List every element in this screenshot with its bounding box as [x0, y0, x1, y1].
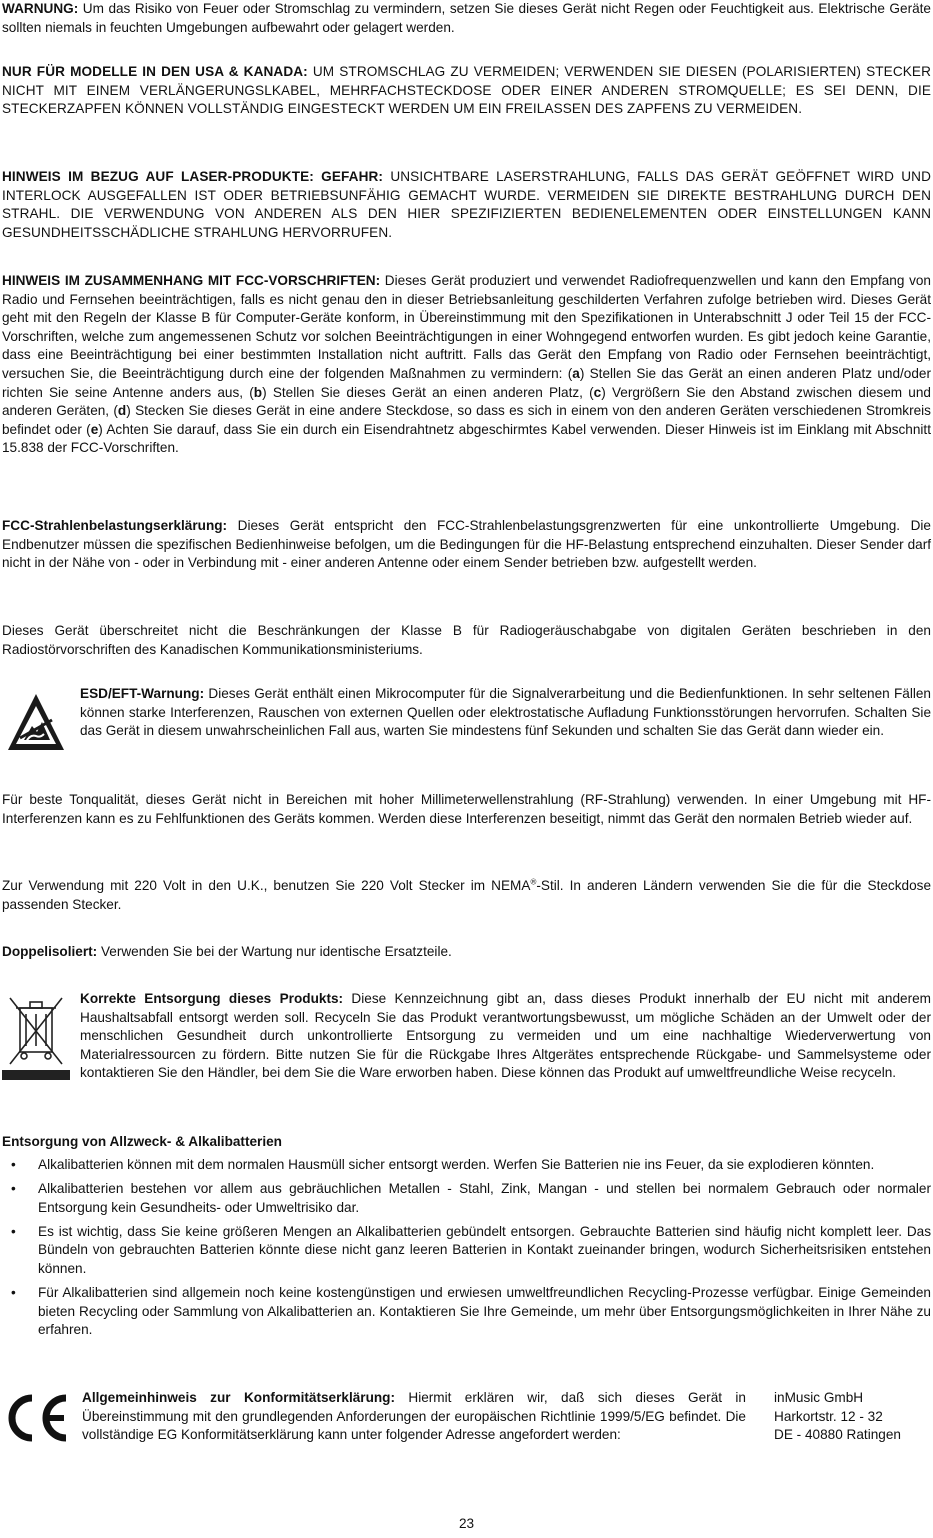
canada-section	[2, 622, 931, 659]
warning-section	[2, 0, 931, 37]
fcc-label: HINWEIS IM ZUSAMMENHANG MIT FCC-VORSCHRIFTEN:	[2, 273, 381, 288]
fcc-text-6: ) Achten Sie darauf, dass Sie ein durch ein Eisendrahtnetz abgeschirmtes Kabel verwenden. Dieser Hinweis ist im Einklang mit Abschnitt 15.838 der FCC-Vorschriften.	[2, 421, 931, 456]
list-item: • Alkalibatterien können mit dem normalen Hausmüll sicher entsorgt werden. Werfen Sie Batterien nie ins Feuer, da sie explodieren könnten.	[2, 1156, 931, 1175]
fcc-text-4: ) Vergrößern Sie den Abstand zwischen diesem und anderen Geräten, (	[2, 384, 931, 419]
batteries-list	[2, 1156, 931, 1345]
fcc-item-a: a	[572, 365, 580, 381]
bullet: •	[11, 1285, 16, 1301]
laser-label: HINWEIS IM BEZUG AUF LASER-PRODUKTE: GEFAHR:	[2, 169, 384, 184]
warning-label: WARNUNG:	[2, 1, 79, 16]
fcc-text-3: ) Stellen Sie dieses Gerät an einen anderen Platz, (	[262, 384, 594, 400]
page-number: 23	[458, 1516, 475, 1531]
uk-text-2: -Stil. In anderen Ländern verwenden Sie die für die Steckdose passenden Stecker.	[2, 878, 931, 912]
conformity-text: Hiermit erklären wir, daß sich dieses Gerät in Übereinstimmung mit den grundlegenden Anforderungen der europäischen Richtlinie 1999/5/EG befindet. Die vollständige EG Konformitätserklärung kann unter folgender Adresse angefordert werden:	[82, 1390, 746, 1443]
weee-bin-icon	[2, 990, 70, 1087]
double-insulated-section	[2, 943, 931, 962]
esd-section	[80, 685, 931, 741]
fcc-item-d: d	[117, 403, 127, 419]
double-insulated-text: Verwenden Sie bei der Wartung nur identische Ersatzteile.	[97, 944, 452, 959]
rf-section	[2, 791, 931, 828]
esd-warning-icon	[6, 692, 66, 759]
usa-canada-label: NUR FÜR MODELLE IN DEN USA & KANADA:	[2, 64, 308, 79]
fcc-item-e: e	[90, 421, 99, 437]
bullet: •	[11, 1181, 16, 1197]
list-item: • Für Alkalibatterien sind allgemein noch keine kostengünstigen und erwiesen umweltfreundlichen Recycling-Prozesse verfügbar. Einige Gemeinden bieten Recycling oder Sammlung von Alkalibatterien an. Kontaktieren Sie Ihre Gemeinde, um mehr über Entsorgungsmöglichkeiten in Ihrer Nähe zu erfahren.	[11, 1285, 931, 1338]
fcc-text-2: ) Stellen Sie das Gerät an einen anderen Platz und/oder richten Sie seine Antenne anders aus, (	[2, 365, 931, 400]
address-line: Harkortstr. 12 - 32	[774, 1408, 883, 1424]
double-insulated-label: Doppelisoliert:	[2, 944, 98, 959]
laser-section	[2, 168, 931, 242]
usa-canada-section	[2, 63, 931, 119]
fcc-text-1: Dieses Gerät produziert und verwendet Radiofrequenzwellen und kann den Empfang von Radio und Fernsehen beeinträchtigen, falls es nicht genau den in dieser Betriebsanleitung geschilderten Verfahren zufolge betrieben wird. Dieses Gerät geht mit den Regeln der Klasse B für Computer-Geräte konform, in Übereinstimmung mit den Spezifikationen in Unterabschnitt J oder Teil 15 der FCC-Vorschriften, welche zum angemessenen Schutz vor solchen Beeinträchtigungen in einer Wohngegend entworfen wurden. Es gibt jedoch keine Garantie, dass eine Beeinträchtigung bei einer bestimmten Installation nicht auftritt. Falls das Gerät den Empfang von Radio oder Fernsehen beeinträchtigt, versuchen Sie, die Beeinträchtigung durch eine der folgenden Maßnahmen zu vermindern: (	[2, 273, 931, 381]
esd-text: Dieses Gerät enthält einen Mikrocomputer für die Signalverarbeitung und die Bedienfunktionen. In sehr seltenen Fällen können starke Interferenzen, Rauschen von externen Quellen oder elektrostatische Aufladung Funktionsstörungen hervorrufen. Schalten Sie das Gerät in diesem unwahrscheinlichen Fall aus, warten Sie mindestens fünf Sekunden und schalten Sie das Gerät dann wieder ein.	[80, 686, 931, 739]
list-item: • Es ist wichtig, dass Sie keine größeren Mengen an Alkalibatterien gebündelt entsorgen. Gebrauchte Batterien sind häufig nicht komplett leer. Das Bündeln von gebrauchten Batterien könnte diese nicht ganz leeren Batterien in Kontakt zueinander bringen, wodurch Sicherheitsrisiken entstehen können.	[11, 1223, 931, 1276]
address-line: inMusic GmbH	[774, 1390, 864, 1405]
rf-text: Für beste Tonqualität, dieses Gerät nicht in Bereichen mit hoher Millimeterwellenstrahlung (RF-Strahlung) verwenden. In einer Umgebung mit HF-Interferenzen kann es zu Fehlfunktionen des Geräts kommen. Werden diese Interferenzen beseitigt, nimmt das Gerät den normalen Betrieb wieder auf.	[2, 792, 931, 826]
registered-mark: ®	[530, 877, 537, 887]
canada-text: Dieses Gerät überschreitet nicht die Beschränkungen der Klasse B für Radiogeräuschabgabe von digitalen Geräten beschrieben in den Radiostörvorschriften des Kanadischen Kommunikationsministeriums.	[2, 623, 931, 657]
batteries-heading: Entsorgung von Allzweck- & Alkalibatterien	[2, 1134, 282, 1149]
fcc-section	[2, 272, 931, 458]
fcc-radiation-section	[2, 517, 931, 573]
disposal-label: Korrekte Entsorgung dieses Produkts:	[80, 991, 344, 1006]
conformity-section	[82, 1389, 746, 1445]
warning-text: Um das Risiko von Feuer oder Stromschlag zu vermindern, setzen Sie dieses Gerät nicht Regen oder Feuchtigkeit aus. Elektrische Geräte sollten niemals in feuchten Umgebungen aufbewahrt oder gelagert werden.	[2, 1, 931, 35]
usa-canada-text: UM STROMSCHLAG ZU VERMEIDEN; VERWENDEN SIE DIESEN (POLARISIERTEN) STECKER NICHT MIT EINEM VERLÄNGERUNGSLKABEL, MEHRFACHSTECKDOSE ODER EINER ANDEREN STROMQUELLE; ES SEI DENN, DIE STECKERZAPFEN KÖNNEN VOLLSTÄNDIG EINGESTECKT WERDEN UM EIN FREILASSEN DES ZAPFENS ZU VERMEIDEN.	[2, 64, 931, 117]
address-line: DE - 40880 Ratingen	[774, 1427, 901, 1443]
fcc-item-c: c	[593, 384, 602, 400]
disposal-text: Diese Kennzeichnung gibt an, dass dieses Produkt innerhalb der EU nicht mit anderem Haushaltsabfall entsorgt werden soll. Recyceln Sie das Produkt verantwortungsbewusst, um mögliche Schäden an der Umwelt oder der menschlichen Gesundheit durch unkontrollierte Entsorgung zu vermeiden und um eine nachhaltige Wiederverwertung von Materialressourcen zu fördern. Bitte nutzen Sie für die Rückgabe Ihres Altgerätes entsprechende Rückgabe- und Sammelsysteme oder kontaktieren Sie den Händler, bei dem Sie die Ware erworben haben. Diese können das Produkt auf umweltfreundliche Weise recyceln.	[80, 991, 931, 1081]
bullet: •	[11, 1157, 16, 1172]
esd-label: ESD/EFT-Warnung:	[80, 686, 205, 701]
fcc-text-5: ) Stecken Sie dieses Gerät in eine andere Steckdose, so dass es sich in einem von den anderen Geräten verschiedenen Stromkreis befindet oder (	[2, 403, 931, 437]
fcc-radiation-label: FCC-Strahlenbelastungserklärung:	[2, 518, 228, 533]
list-item: • Alkalibatterien bestehen vor allem aus gebräuchlichen Metallen - Stahl, Zink, Mangan - und stellen bei normalem Gebrauch oder normaler Entsorgung kein Gesundheits- oder Umweltrisiko dar.	[11, 1181, 931, 1215]
conformity-label: Allgemeinhinweis zur Konformitätserklärung:	[82, 1390, 396, 1405]
bullet: •	[11, 1223, 16, 1239]
uk-text-1: Zur Verwendung mit 220 Volt in den U.K., benutzen Sie 220 Volt Stecker im NEMA	[2, 878, 531, 893]
uk-section	[2, 877, 931, 914]
disposal-section	[80, 990, 931, 1083]
ce-mark-icon	[2, 1394, 72, 1447]
fcc-radiation-text: Dieses Gerät entspricht den FCC-Strahlenbelastungsgrenzwerten für eine unkontrollierte Umgebung. Die Endbenutzer müssen die spezifischen Bedienhinweise befolgen, um die Bedingungen für die HF-Belastung entsprechend einzuhalten. Dieser Sender darf nicht in der Nähe von - oder in Verbindung mit - einer anderen Antenne oder einem Sender betrieben bzw. aufgestellt werden.	[2, 518, 931, 571]
company-address	[774, 1389, 933, 1445]
laser-text: UNSICHTBARE LASERSTRAHLUNG, FALLS DAS GERÄT GEÖFFNET WIRD UND INTERLOCK AUSGEFALLEN IST ODER BETRIEBSUNFÄHIG GEMACHT WURDE. VERMEIDEN SIE DIREKTE BESTRAHLUNG DURCH DEN STRAHL. DIE VERWENDUNG VON ANDEREN ALS DEN HIER SPEZIFIZIERTEN BEDIENELEMENTEN ODER EINSTELLUNGEN KANN GESUNDHEITSSCHÄDLICHE STRAHLUNG HERVORRUFEN.	[2, 169, 931, 240]
fcc-item-b: b	[253, 384, 263, 400]
